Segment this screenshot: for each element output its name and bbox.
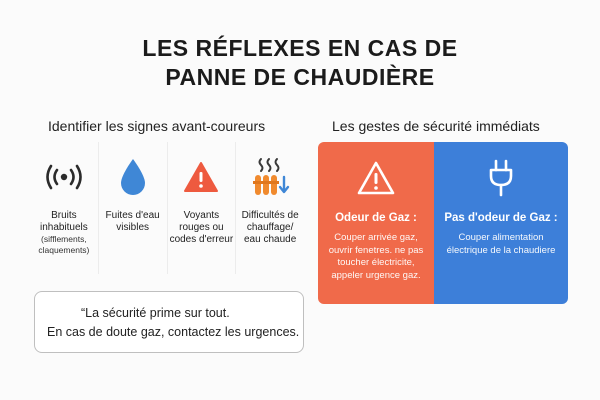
warning-signs-list — [30, 142, 304, 274]
warning-triangle-icon — [183, 154, 219, 200]
page-title — [0, 34, 600, 92]
water-drop-icon — [118, 154, 148, 200]
quote-line-2: En cas de doute gaz, contactez les urgences. — [47, 325, 300, 339]
title-line-2: PANNE DE CHAUDIÈRE — [165, 64, 435, 90]
title-line-1: LES RÉFLEXES EN CAS DE — [142, 35, 458, 61]
sign-label: Fuites d'eau visibles — [105, 210, 160, 233]
sign-label: Voyants rouges ou codes d'erreur — [169, 210, 234, 245]
no-gas-panel-text: Couper alimentation électrique de la chaudiere — [446, 232, 556, 256]
warning-triangle-outline-icon — [318, 158, 434, 198]
sign-label: Bruits inhabituels — [39, 210, 88, 233]
sign-leaks — [99, 142, 168, 274]
quote-line-1: “La sécurité prime sur tout. — [81, 306, 230, 320]
gas-panel-text: Couper arrivée gaz, ouvrir fenetres. ne pas toucher électricite, appeler urgence gaz. — [328, 232, 424, 281]
no-gas-panel-title: Pas d'odeur de Gaz : — [444, 212, 558, 224]
sign-heating-problems — [236, 142, 304, 274]
electric-plug-icon — [434, 158, 568, 198]
sign-noises — [30, 142, 99, 274]
sign-label: Difficultés de chauffage/ eau chaude — [241, 210, 299, 245]
signs-heading: Identifier les signes avant-coureurs — [48, 118, 266, 134]
safety-quote-box — [34, 291, 304, 353]
no-gas-smell-panel — [434, 142, 568, 304]
radiator-heat-icon — [250, 154, 290, 200]
safety-heading: Les gestes de sécurité immédiats — [332, 118, 540, 134]
gas-smell-panel — [318, 142, 434, 304]
gas-panel-title: Odeur de Gaz : — [335, 212, 417, 224]
sign-sublabel: (sifflements, claquements) — [38, 234, 90, 255]
sign-error-lights — [168, 142, 237, 274]
sound-waves-icon — [44, 154, 84, 200]
